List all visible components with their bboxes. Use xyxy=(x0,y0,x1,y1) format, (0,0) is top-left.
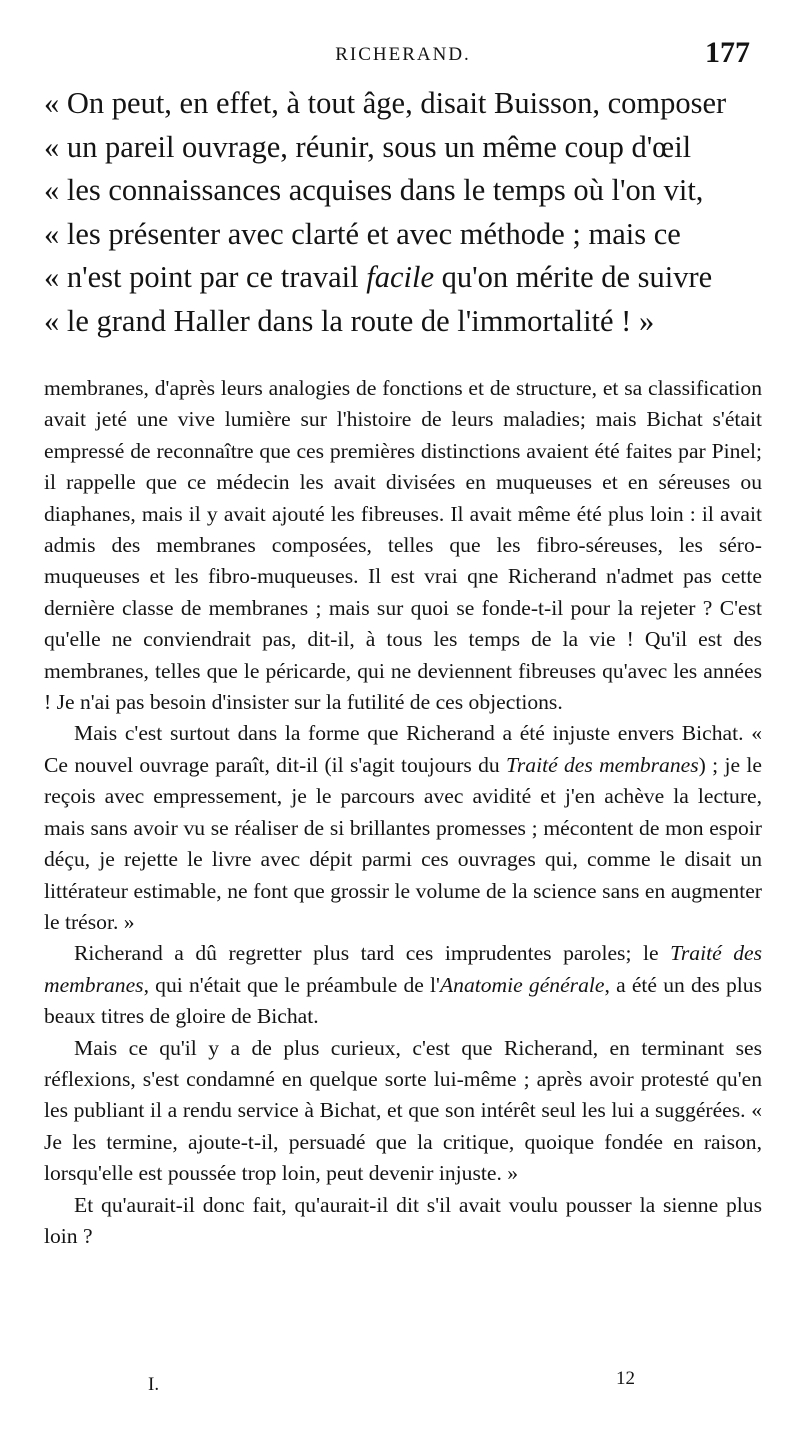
quote-line: « les connaissances acquises dans le temps où l'on vit, xyxy=(44,173,704,207)
paragraph-text: , qui n'était que le préambule de l' xyxy=(143,972,440,997)
paragraph-text: Mais c'est surtout dans la forme que Richerand a été injuste envers Bichat. « Ce nouvel ouvrage paraît, dit-il (il s'agit toujours du xyxy=(44,721,762,777)
paragraph-text: Richerand a dû regretter plus tard ces imprudentes paroles; le xyxy=(74,941,671,966)
page-footer xyxy=(0,1368,800,1398)
book-title: Traité des membranes xyxy=(44,941,762,997)
book-title: Anatomie générale xyxy=(439,972,605,997)
paragraph-text: ) ; je le reçois avec empressement, je le parcours avec avidité et j'en achève la lecture, mais sans avoir vu se réaliser de si brillantes promesses ; mécontent de mon espoir déçu, je rejette le livre avec dépit parmi ces ouvrages qui, comme le disait un littérateur estimable, ne font que grossir le volume de la science sans en augmenter le trésor. » xyxy=(44,752,762,934)
paragraph xyxy=(44,938,762,1032)
quote-line: « le grand Haller dans la route de l'immortalité ! » xyxy=(44,303,655,338)
page-number: 177 xyxy=(705,36,750,69)
quote-line: « On peut, en effet, à tout âge, disait Buisson, composer xyxy=(44,86,727,120)
signature-mark-right: 12 xyxy=(616,1368,635,1389)
paragraph: Et qu'aurait-il donc fait, qu'aurait-il dit s'il avait voulu pousser la sienne plus loin ? xyxy=(44,1192,762,1248)
page-header xyxy=(44,0,762,78)
running-head: RICHERAND. xyxy=(335,44,471,65)
body-text xyxy=(44,373,762,1252)
block-quote xyxy=(44,82,762,343)
paragraph: membranes, d'après leurs analogies de fonctions et de structure, et sa classification avait jeté une vive lumière sur l'histoire de leurs maladies; mais Bichat s'était empressé de reconnaître que ces premières distinctions avaient été faites par Pinel; il rappelle que ce médecin les avait divisées en muqueuses et en séreuses ou diaphanes, mais il y avait ajouté les fibreuses. Il avait même été plus loin : il avait admis des membranes composées, telles que les fibro-séreuses, les séro-muqueuses et les fibro-muqueuses. Il est vrai qne Richerand n'admet pas cette dernière classe de membranes ; mais sur quoi se fonde-t-il pour la rejeter ? C'est qu'elle ne conviendrait pas, dit-il, à tous les temps de la vie ! Qu'il est des membranes, telles que le péricarde, qui ne deviennent fibreuses qu'avec les années ! Je n'ai pas besoin d'insister sur la futilité de ces objections. xyxy=(44,376,762,715)
book-title: Traité des membranes xyxy=(506,752,699,777)
quote-text: « n'est point par ce travail xyxy=(44,260,367,294)
signature-mark-left: I. xyxy=(148,1374,160,1395)
quote-line xyxy=(44,256,762,300)
paragraph: Mais ce qu'il y a de plus curieux, c'est que Richerand, en terminant ses réflexions, s'est condamné en quelque sorte lui-même ; après avoir protesté qu'en les publiant il a rendu service à Bichat, et que son intérêt seul les lui a suggérées. « Je les termine, ajoute-t-il, persuadé que la critique, quoique fondée en raison, lorsqu'elle est poussée trop loin, peut devenir injuste. » xyxy=(44,1035,762,1186)
quote-italic-word: facile xyxy=(366,260,434,294)
quote-text: qu'on mérite de suivre xyxy=(434,260,713,294)
quote-line: « un pareil ouvrage, réunir, sous un même coup d'œil xyxy=(44,129,692,164)
paragraph-text: , a été un des plus beaux titres de gloire de Bichat. xyxy=(44,972,762,1029)
quote-line: « les présenter avec clarté et avec méthode ; mais ce xyxy=(44,216,681,251)
paragraph xyxy=(44,718,762,938)
